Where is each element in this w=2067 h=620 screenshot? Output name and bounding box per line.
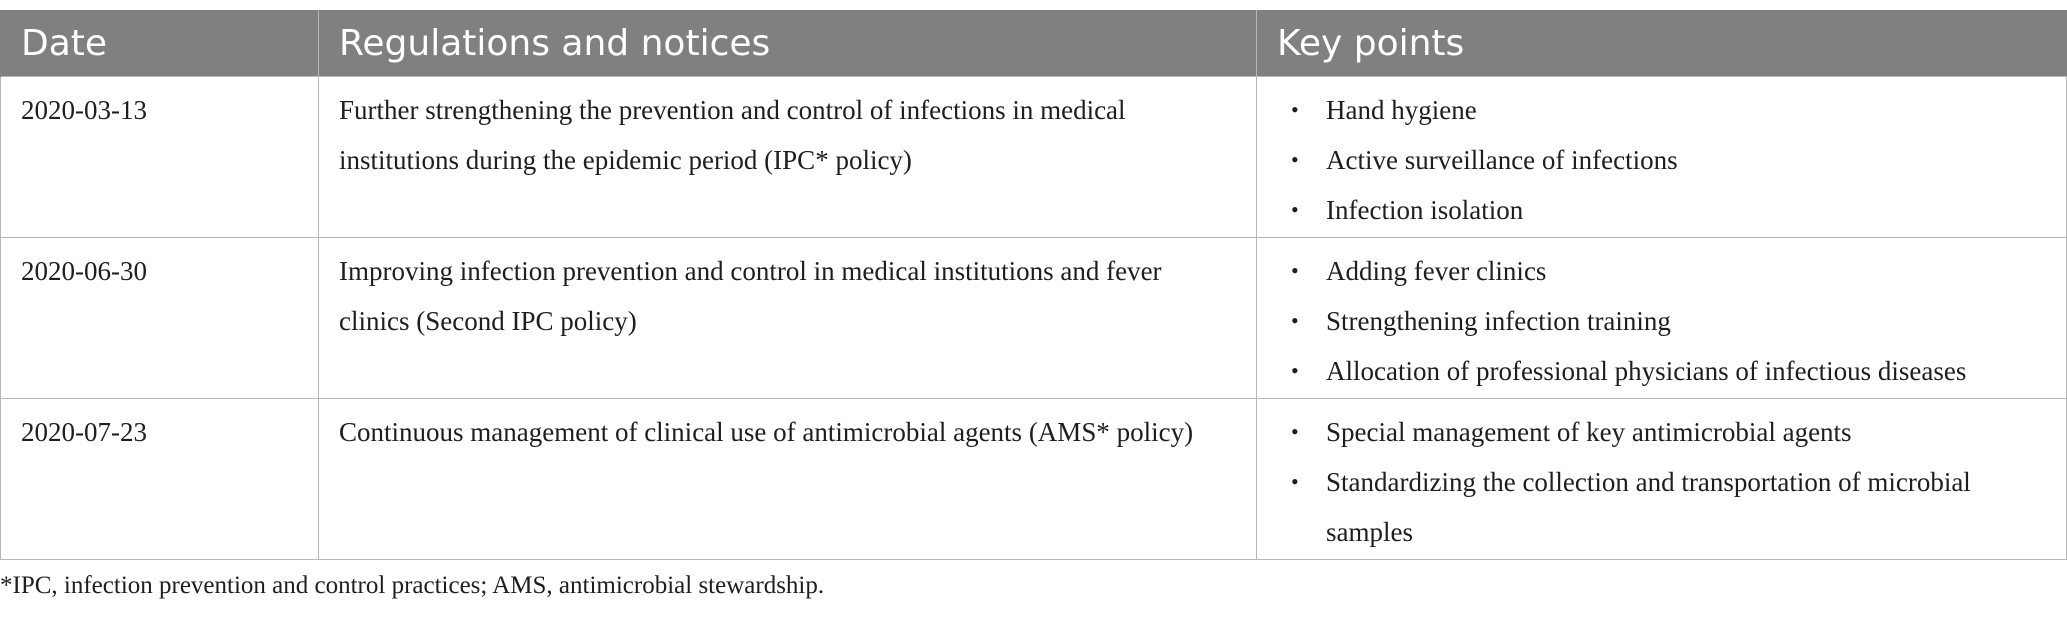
policy-table-container (0, 10, 2067, 560)
date-cell: 2020-03-13 (1, 77, 319, 238)
key-point-text: Standardizing the collection and transportation of microbial samples (1326, 467, 1971, 547)
key-point-text: Adding fever clinics (1326, 256, 1547, 286)
bullet-icon: • (1291, 97, 1299, 122)
key-point-text: Active surveillance of infections (1326, 145, 1678, 175)
list-item (1277, 85, 2046, 135)
table-body (1, 77, 2067, 560)
header-key-points: Key points (1257, 10, 2067, 77)
key-point-text: Strengthening infection training (1326, 306, 1671, 336)
header-date: Date (1, 10, 319, 77)
list-item (1277, 346, 2046, 396)
list-item (1277, 185, 2046, 235)
key-point-text: Infection isolation (1326, 195, 1524, 225)
key-points-list (1277, 407, 2046, 557)
bullet-icon: • (1291, 358, 1299, 383)
key-point-text: Hand hygiene (1326, 95, 1477, 125)
key-points-cell (1257, 77, 2067, 238)
list-item (1277, 246, 2046, 296)
bullet-icon: • (1291, 258, 1299, 283)
date-cell: 2020-07-23 (1, 399, 319, 560)
list-item (1277, 135, 2046, 185)
list-item (1277, 457, 2046, 557)
bullet-icon: • (1291, 197, 1299, 222)
key-point-text: Allocation of professional physicians of infectious diseases (1326, 356, 1967, 386)
table-footnote: *IPC, infection prevention and control practices; AMS, antimicrobial stewardship. (0, 572, 825, 599)
header-regulations: Regulations and notices (319, 10, 1257, 77)
table-row (1, 399, 2067, 560)
key-points-list (1277, 246, 2046, 396)
table-row (1, 77, 2067, 238)
key-points-cell (1257, 399, 2067, 560)
bullet-icon: • (1291, 308, 1299, 333)
list-item (1277, 407, 2046, 457)
key-points-list (1277, 85, 2046, 235)
policy-table (0, 10, 2067, 560)
regulation-cell: Improving infection prevention and control in medical institutions and fever clinics (Second IPC policy) (319, 238, 1257, 399)
bullet-icon: • (1291, 469, 1299, 494)
bullet-icon: • (1291, 147, 1299, 172)
table-header (1, 10, 2067, 77)
bullet-icon: • (1291, 419, 1299, 444)
header-row (1, 10, 2067, 77)
regulation-cell: Continuous management of clinical use of antimicrobial agents (AMS* policy) (319, 399, 1257, 560)
table-row (1, 238, 2067, 399)
key-points-cell (1257, 238, 2067, 399)
date-cell: 2020-06-30 (1, 238, 319, 399)
list-item (1277, 296, 2046, 346)
regulation-cell: Further strengthening the prevention and control of infections in medical institutions during the epidemic period (IPC* policy) (319, 77, 1257, 238)
key-point-text: Special management of key antimicrobial agents (1326, 417, 1852, 447)
